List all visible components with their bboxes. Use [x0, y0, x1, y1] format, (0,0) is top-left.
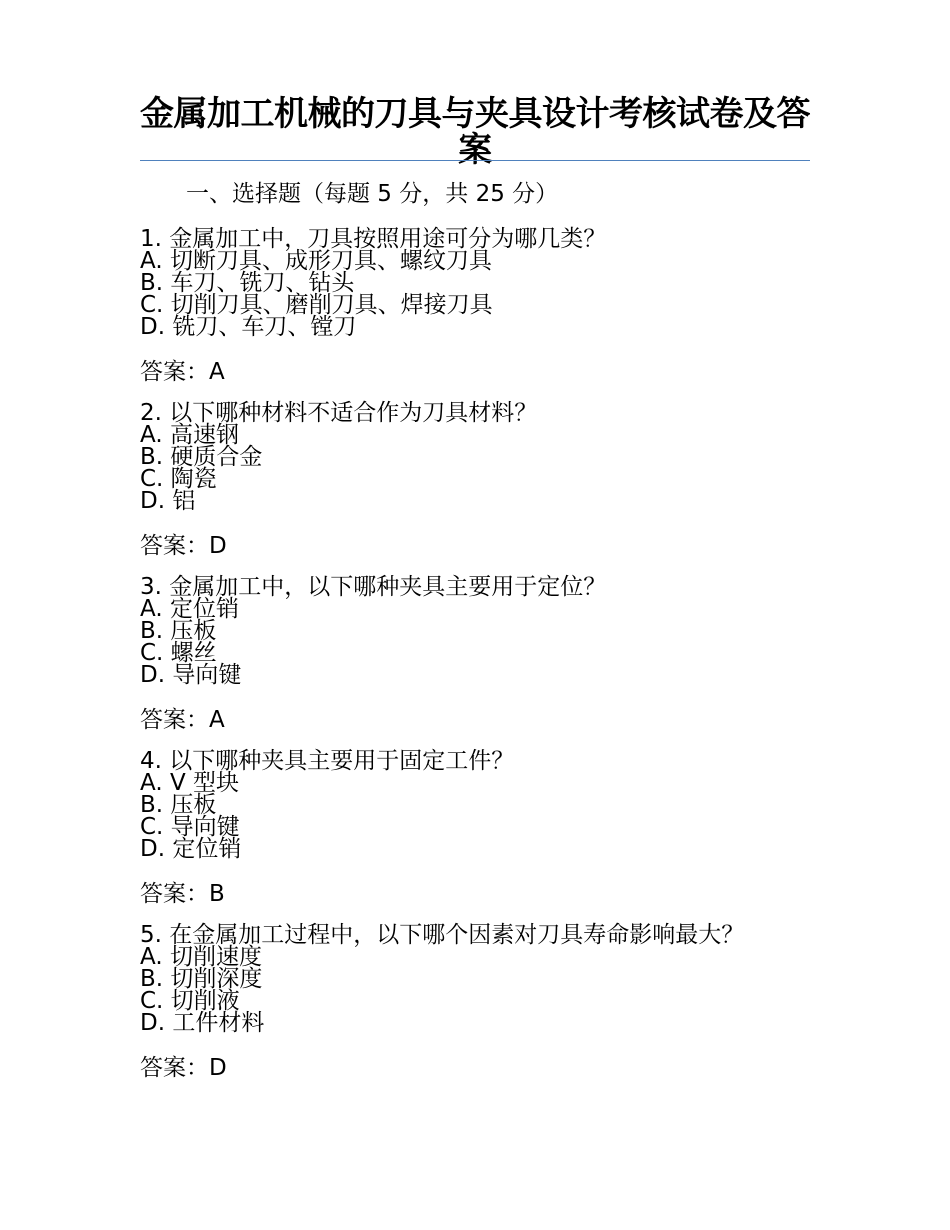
option-c: C. 陶瓷 [140, 466, 217, 492]
option-c: C. 螺丝 [140, 640, 217, 666]
option-b: B. 硬质合金 [140, 444, 263, 470]
document-title: 金属加工机械的刀具与夹具设计考核试卷及答案 [140, 94, 810, 170]
option-d: D. 工件材料 [140, 1010, 265, 1036]
option-b: B. 车刀、铣刀、钻头 [140, 270, 355, 296]
section-heading: 一、选择题（每题 5 分，共 25 分） [186, 181, 559, 207]
option-d: D. 导向键 [140, 662, 242, 688]
answer-text: 答案：A [140, 359, 225, 385]
question-text: 5. 在金属加工过程中，以下哪个因素对刀具寿命影响最大？ [140, 922, 745, 948]
option-a: A. 切削速度 [140, 944, 262, 970]
question-text: 2. 以下哪种材料不适合作为刀具材料？ [140, 400, 538, 426]
option-b: B. 压板 [140, 792, 217, 818]
question-block [140, 402, 840, 560]
answer-text: 答案：D [140, 533, 227, 559]
question-block [140, 228, 840, 386]
answer-text: 答案：A [140, 707, 225, 733]
question-text: 1. 金属加工中，刀具按照用途可分为哪几类？ [140, 226, 607, 252]
question-text: 3. 金属加工中，以下哪种夹具主要用于定位？ [140, 574, 607, 600]
option-c: C. 切削液 [140, 988, 240, 1014]
option-d: D. 铣刀、车刀、镗刀 [140, 314, 357, 340]
option-a: A. 高速钢 [140, 422, 239, 448]
option-b: B. 压板 [140, 618, 217, 644]
option-d: D. 定位销 [140, 836, 242, 862]
answer-text: 答案：D [140, 1055, 227, 1081]
option-c: C. 切削刀具、磨削刀具、焊接刀具 [140, 292, 493, 318]
question-block [140, 924, 840, 1082]
question-block [140, 750, 840, 908]
option-a: A. 切断刀具、成形刀具、螺纹刀具 [140, 248, 492, 274]
question-text: 4. 以下哪种夹具主要用于固定工件？ [140, 748, 515, 774]
answer-text: 答案：B [140, 881, 225, 907]
option-a: A. 定位销 [140, 596, 239, 622]
option-b: B. 切削深度 [140, 966, 263, 992]
option-c: C. 导向键 [140, 814, 240, 840]
question-block [140, 576, 840, 734]
title-divider [140, 160, 810, 161]
option-d: D. 铝 [140, 488, 196, 514]
option-a: A. V 型块 [140, 770, 239, 796]
